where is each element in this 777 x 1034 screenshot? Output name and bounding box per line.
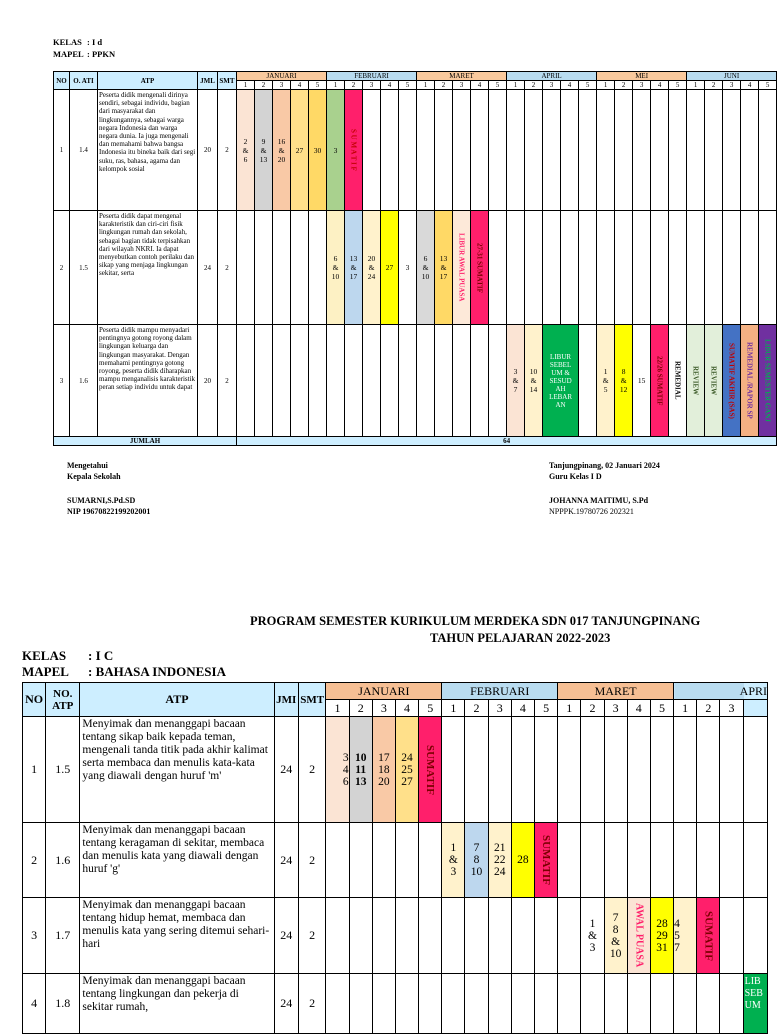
sas-cell: SUMATIF AKHIR (SAS): [723, 325, 741, 437]
month-header: JUNI: [687, 72, 777, 81]
jumlah-value: 64: [237, 437, 777, 446]
month-header: JANUARI: [237, 72, 327, 81]
week-number: 5: [399, 81, 417, 90]
libur-cell: LIBUR AWAL PUASA: [453, 211, 471, 325]
week-cell: 27: [291, 90, 309, 211]
row-smt: 2: [218, 90, 237, 211]
month-header: MARET: [558, 683, 674, 700]
week-number: 5: [534, 700, 557, 717]
row-smt: 2: [298, 717, 326, 823]
month-header: APRIL: [507, 72, 597, 81]
row-no: 1: [54, 90, 70, 211]
doc2-schedule-table: [22, 682, 768, 1034]
row-no: 1: [23, 717, 46, 823]
remedial-cell: REMEDIAL: [669, 325, 687, 437]
row-jml: 24: [274, 823, 298, 898]
libur-lebaran-cell: LIBUR SEBEL UM & SESUD AH LEBAR AN: [543, 325, 579, 437]
sign-left-name: SUMARNI,S.Pd.SD: [67, 496, 136, 505]
week-number: 4: [471, 81, 489, 90]
week-number: 1: [442, 700, 465, 717]
week-cell: 21 22 24: [488, 823, 511, 898]
row-no: 4: [23, 974, 46, 1034]
sumatif-cell: SUMATIF: [697, 898, 720, 974]
table-row: [23, 717, 768, 823]
row-no: 2: [54, 211, 70, 325]
week-cell: 3: [327, 90, 345, 211]
sign-right-line1: Tanjungpinang, 02 Januari 2024: [549, 461, 660, 470]
week-number: 5: [309, 81, 327, 90]
week-cell: 6 & 10: [417, 211, 435, 325]
week-cell: 1 & 3: [581, 898, 604, 974]
jumlah-row: [54, 437, 777, 446]
week-cell: 1 & 5: [597, 325, 615, 437]
week-number: 1: [674, 700, 697, 717]
month-header: FEBRUARI: [442, 683, 558, 700]
week-number: 5: [759, 81, 777, 90]
row-atp-text: Menyimak dan menanggapi bacaan tentang lingkungan dan pekerja di sekitar rumah,: [80, 974, 274, 1034]
week-cell: 10 11 13: [349, 717, 372, 823]
week-number: 4: [395, 700, 418, 717]
week-number: 2: [345, 81, 363, 90]
week-number: 2: [697, 700, 720, 717]
week-number: 3: [604, 700, 627, 717]
sign-right-nip: NPPPK.19780726 202321: [549, 507, 634, 516]
week-cell: 10 & 14: [525, 325, 543, 437]
signature-left: [67, 460, 150, 517]
sumatif-cell: 22/26 SUMATIF: [651, 325, 669, 437]
week-cell: 2 & 6: [237, 90, 255, 211]
week-number: 4: [381, 81, 399, 90]
week-cell: 28: [511, 823, 534, 898]
month-header: MEI: [597, 72, 687, 81]
week-cell: 13 & 17: [345, 211, 363, 325]
week-number: 4: [651, 81, 669, 90]
week-number: 5: [669, 81, 687, 90]
week-cell: 1 & 3: [442, 823, 465, 898]
row-atp-no: 1.8: [46, 974, 80, 1034]
kelas-value: : I d: [87, 37, 103, 47]
row-atp-text: Menyimak dan menanggapi bacaan tentang keragaman di sekitar, membaca dan menulis kata yang diawali dengan huruf 'g': [80, 823, 274, 898]
week-cell: 6 & 10: [327, 211, 345, 325]
header-no: NO: [23, 683, 46, 717]
row-atp-text: Peserta didik mengenali dirinya sendiri, sebagai individu, bagian dari masyarakat dan lingkungannya, sebagai warga negara Indonesia dan warga negara dunia. Ia juga mengenali dan memahami bahwa bangsa Indonesia itu bineka baik dari segi suku, ras, bahasa, agama dan kelompok sosial: [98, 90, 198, 211]
table-row: [23, 898, 768, 974]
row-jml: 20: [198, 325, 218, 437]
week-cell: 27: [381, 211, 399, 325]
awal-puasa-cell: AWAL PUASA: [627, 898, 650, 974]
row-atp-text: Peserta didik mampu menyadari pentingnya gotong royong dalam lingkungan keluarga dan lingkungan masyarakat. Dengan memahami pentingnya gotong royong, peserta didik diharapkan mampu menganalisis karakteristik peran setiap individu untuk dapat: [98, 325, 198, 437]
mapel-value: : PPKN: [87, 49, 116, 59]
doc1-meta: [53, 36, 115, 60]
row-smt: 2: [218, 211, 237, 325]
row-smt: 2: [298, 898, 326, 974]
row-atp-text: Menyimak dan menanggapi bacaan tentang hidup hemat, membaca dan menulis kata yang sering ditemui sehari-hari: [80, 898, 274, 974]
row-atp-text: Peserta didik dapat mengenal karakteristik dan ciri-ciri fisik lingkungan rumah dan sekolah, sebagai bagian tidak terpisahkan dari wilayah NKRI. Ia dapat menyebutkan contoh perilaku dan sikap yang menjaga lingkungan sekitar, serta: [98, 211, 198, 325]
row-jml: 24: [274, 717, 298, 823]
row-smt: 2: [298, 974, 326, 1034]
row-smt: 2: [298, 823, 326, 898]
week-number: 5: [579, 81, 597, 90]
week-number: 4: [741, 81, 759, 90]
week-number: 2: [435, 81, 453, 90]
header-jml: JMI: [274, 683, 298, 717]
kelas-label: KELAS: [53, 37, 82, 47]
mapel-value: : BAHASA INDONESIA: [88, 664, 226, 679]
week-number: 3: [723, 81, 741, 90]
doc2-title-line1: PROGRAM SEMESTER KURIKULUM MERDEKA SDN 017 TANJUNGPINANG: [250, 614, 701, 628]
week-cell: 28 29 31: [650, 898, 673, 974]
week-cell: 15: [633, 325, 651, 437]
week-number: 5: [650, 700, 673, 717]
row-atp-no: 1.4: [70, 90, 98, 211]
doc2-title-line2: TAHUN PELAJARAN 2022-2023: [430, 631, 611, 645]
week-number: 3: [363, 81, 381, 90]
review-cell: REVIEW: [705, 325, 723, 437]
sumatif-cell: S U M A T I F: [345, 90, 363, 211]
week-number: 2: [349, 700, 372, 717]
week-cell: 24 25 27: [395, 717, 418, 823]
row-jml: 24: [274, 974, 298, 1034]
week-number: 4: [291, 81, 309, 90]
week-number: 2: [581, 700, 604, 717]
week-cell: 30: [309, 90, 327, 211]
week-number: 1: [417, 81, 435, 90]
week-cell: 9 & 13: [255, 90, 273, 211]
week-number: 3: [633, 81, 651, 90]
row-atp-no: 1.5: [70, 211, 98, 325]
header-jml: JML: [198, 72, 218, 90]
header-atp: ATP: [98, 72, 198, 90]
week-cell: 3: [399, 211, 417, 325]
sign-left-line1: Mengetahui: [67, 461, 108, 470]
row-jml: 20: [198, 90, 218, 211]
row-no: 2: [23, 823, 46, 898]
row-atp-no: 1.6: [46, 823, 80, 898]
review-cell: REVIEW: [687, 325, 705, 437]
kelas-value: : I C: [88, 648, 114, 663]
week-number: 4: [561, 81, 579, 90]
row-atp-text: Menyimak dan menanggapi bacaan tentang sikap baik kepada teman, mengenali tanda titik pada akhir kalimat serta membaca dan menulis kata-kata yang diawali dengan huruf 'm': [80, 717, 274, 823]
week-number: 3: [488, 700, 511, 717]
week-cell: 7 8 & 10: [604, 898, 627, 974]
week-cell: 4 5 7: [674, 898, 697, 974]
week-number: 3: [372, 700, 395, 717]
header-no-atp: O. ATI: [70, 72, 98, 90]
month-header: MARET: [417, 72, 507, 81]
kelas-label: KELAS: [22, 648, 67, 663]
week-cell: 3 4 6: [326, 717, 349, 823]
row-no: 3: [54, 325, 70, 437]
jumlah-label: JUMLAH: [54, 437, 237, 446]
week-number: 3: [720, 700, 743, 717]
row-atp-no: 1.6: [70, 325, 98, 437]
sign-left-line2: Kepala Sekolah: [67, 472, 121, 481]
table-row: [23, 974, 768, 1034]
libur-semester-cell: LIBUR SEMESTER GANJ: [759, 325, 777, 437]
week-number: 3: [543, 81, 561, 90]
week-number: 3: [453, 81, 471, 90]
row-no: 3: [23, 898, 46, 974]
week-number: 1: [507, 81, 525, 90]
sumatif-cell: SUMATIF: [419, 717, 442, 823]
sumatif-cell: SUMATIF: [534, 823, 557, 898]
header-atp: ATP: [80, 683, 274, 717]
table-row: [23, 823, 768, 898]
table-row: [54, 211, 777, 325]
week-cell: 8 & 12: [615, 325, 633, 437]
signature-right: [549, 460, 660, 517]
sign-right-name: JOHANNA MAITIMU, S.Pd: [549, 496, 649, 505]
week-number: 4: [511, 700, 534, 717]
header-smt: SMT: [218, 72, 237, 90]
table-row: [54, 325, 777, 437]
week-number: 1: [237, 81, 255, 90]
week-number: 3: [273, 81, 291, 90]
libur-cell: LIB SEB UM: [743, 974, 767, 1034]
mapel-label: MAPEL: [53, 49, 84, 59]
week-number: 2: [255, 81, 273, 90]
week-number: 1: [326, 700, 349, 717]
week-header-filler: [743, 700, 767, 717]
week-number: 2: [525, 81, 543, 90]
header-no: NO: [54, 72, 70, 90]
row-jml: 24: [198, 211, 218, 325]
mapel-label: MAPEL: [22, 664, 69, 679]
table-row: [54, 90, 777, 211]
header-no-atp: NO. ATP: [46, 683, 80, 717]
doc2-title: [250, 613, 700, 647]
week-cell: 7 8 10: [465, 823, 488, 898]
sumatif-cell: 27-31 SUMATIF: [471, 211, 489, 325]
week-number: 2: [615, 81, 633, 90]
week-number: 1: [558, 700, 581, 717]
week-number: 1: [327, 81, 345, 90]
month-header: APRI: [674, 683, 768, 700]
month-header: JANUARI: [326, 683, 442, 700]
week-number: 1: [687, 81, 705, 90]
week-cell: 13 & 17: [435, 211, 453, 325]
row-atp-no: 1.7: [46, 898, 80, 974]
rapor-cell: REMEDIAL /RAPOR SP: [741, 325, 759, 437]
week-cell: 17 18 20: [372, 717, 395, 823]
sign-right-line2: Guru Kelas I D: [549, 472, 602, 481]
row-atp-no: 1.5: [46, 717, 80, 823]
week-number: 5: [489, 81, 507, 90]
sign-left-nip: NIP 19670822199202001: [67, 507, 151, 516]
week-number: 2: [465, 700, 488, 717]
row-smt: 2: [218, 325, 237, 437]
header-smt: SMT: [298, 683, 326, 717]
week-cell: 20 & 24: [363, 211, 381, 325]
row-jml: 24: [274, 898, 298, 974]
week-cell: 3 & 7: [507, 325, 525, 437]
week-number: 5: [419, 700, 442, 717]
week-number: 1: [597, 81, 615, 90]
week-cell: 16 & 20: [273, 90, 291, 211]
week-number: 4: [627, 700, 650, 717]
doc2-meta: [22, 648, 226, 680]
week-number: 2: [705, 81, 723, 90]
month-header: FEBRUARI: [327, 72, 417, 81]
doc1-schedule-table: [53, 71, 777, 446]
